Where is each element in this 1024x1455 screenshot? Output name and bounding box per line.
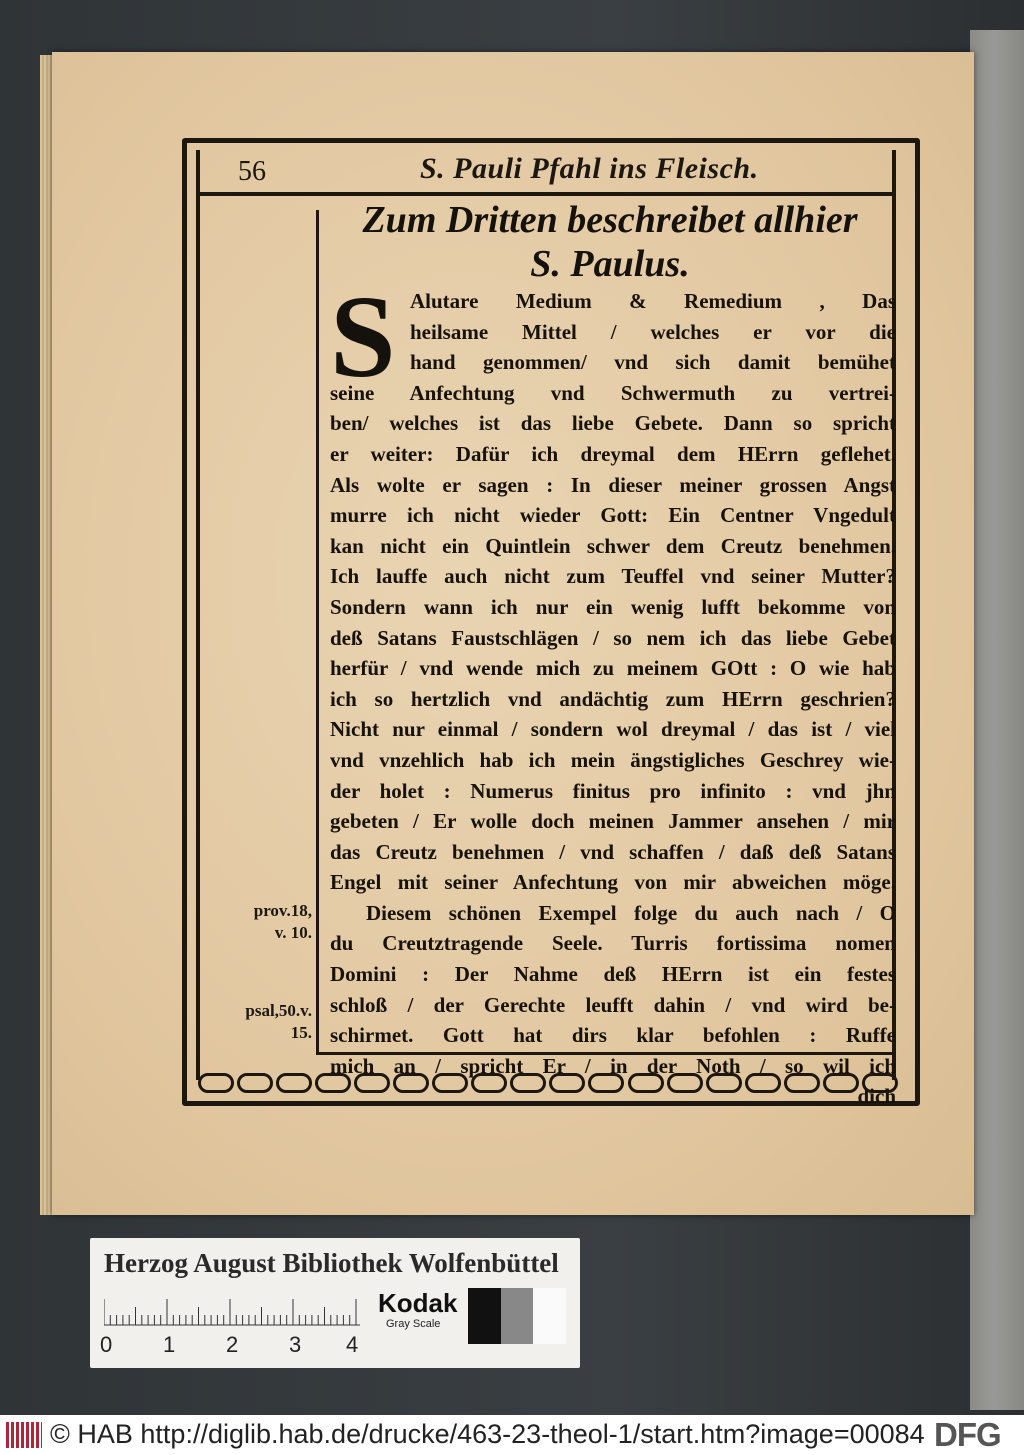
margin-note-psalm [218,1000,312,1044]
ornament [706,1073,742,1093]
ornament [315,1073,351,1093]
ornament [745,1073,781,1093]
text-line: Sondern wann ich nur ein wenig lufft bekomme von [330,594,896,619]
ruler-number: 2 [226,1332,239,1357]
ornament [354,1073,390,1093]
text-line: das Creutz benehmen / vnd schaffen / daß deß Satans [330,839,896,864]
text-line: der holet : Numerus finitus pro infinito : vnd jhn [330,778,896,803]
text-line: Diesem schönen Exempel folge du auch nach / O [366,900,896,925]
ornament [393,1073,429,1093]
hab-logo-icon [6,1422,42,1448]
ruler-number: 3 [289,1332,302,1357]
body-text [330,286,896,1112]
ornament [198,1073,234,1093]
kodak-subtitle: Gray Scale [386,1318,441,1330]
margin-note-line: 15. [290,1023,312,1042]
ornament [784,1073,820,1093]
ornament [549,1073,585,1093]
ornament [510,1073,546,1093]
ruler-number: 0 [100,1332,113,1357]
ruler-number: 4 [346,1332,359,1357]
text-line: murre ich nicht wieder Gott: Ein Centner Vngedult [330,503,896,528]
ornament [276,1073,312,1093]
text-line: ich so hertzlich vnd andächtig zum HErrn geschrien? [330,686,896,711]
drop-cap: S [330,271,396,402]
heading-line-2: S. Paulus. [530,243,690,285]
ornament [628,1073,664,1093]
header-rule [198,192,896,196]
text-line: deß Satans Faustschlägen / so nem ich das liebe Gebet [330,625,896,650]
text-line: Ich lauffe auch nicht zum Teuffel vnd seiner Mutter? [330,564,896,589]
text-line: mich an / spricht Er / in der Noth / so wil ich [330,1053,896,1078]
gray-scale-patches [468,1288,566,1344]
text-line: ben/ welches ist das liebe Gebete. Dann so spricht [330,411,896,436]
text-line: herfür / vnd wende mich zu meinem GOtt : O wie hab [330,656,896,681]
library-name: Herzog August Bibliothek Wolfenbüttel [104,1248,559,1278]
facing-page-edge [970,30,1024,1410]
running-head: S. Pauli Pfahl ins Fleisch. [420,152,759,185]
page-number: 56 [238,156,266,187]
ruler-number: 1 [163,1332,176,1357]
kodak-logo: Kodak [378,1288,458,1318]
text-line: er weiter: Dafür ich dreymal dem HErrn geflehet. [330,441,896,466]
ornament [862,1073,898,1093]
text-line: heilsame Mittel / welches er vor die [410,319,896,344]
ornament [823,1073,859,1093]
footer-source-url[interactable]: © HAB http://diglib.hab.de/drucke/463-23-theol-1/start.htm?image=00084 [50,1419,925,1449]
inner-border-left [196,150,200,1080]
margin-note-line: psal,50.v. [245,1001,312,1020]
text-line: Als wolte er sagen : In dieser meiner grossen Angst [330,472,896,497]
margin-note-line: v. 10. [274,923,312,942]
ornament [667,1073,703,1093]
ornament [432,1073,468,1093]
text-line: hand genommen/ vnd sich damit bemühet [410,350,896,375]
text-line: Alutare Medium & Remedium , Das [410,289,896,313]
text-line: schloß / der Gerechte leufft dahin / vnd wird be- [330,992,896,1017]
text-line: Nicht nur einmal / sondern wol dreymal / das ist / viel [330,717,896,742]
margin-note-proverbs [232,900,312,944]
text-line: du Creutztragende Seele. Turris fortissima nomen [330,931,896,956]
text-line: schirmet. Gott hat dirs klar befohlen : Ruffe [330,1023,896,1048]
ornament [588,1073,624,1093]
ornamental-border [198,1070,898,1096]
text-line: gebeten / Er wolle doch meinen Jammer ansehen / mir [330,809,896,834]
gray-patch [501,1288,534,1344]
ornament [471,1073,507,1093]
margin-note-line: prov.18, [253,901,312,920]
gray-patch [468,1288,501,1344]
text-line: Domini : Der Nahme deß HErrn ist ein festes [330,962,896,987]
heading-line-1: Zum Dritten beschreibet allhier [362,199,858,241]
catchword: dich [857,1084,896,1109]
dfg-logo: DFG [934,1416,1001,1453]
ruler-scale [104,1294,360,1326]
text-line: kan nicht ein Quintlein schwer dem Creutz benehmen. [330,533,896,558]
text-line: seine Anfechtung vnd Schwermuth zu vertrei- [330,380,896,405]
ornament [237,1073,273,1093]
gray-patch [533,1288,566,1344]
text-line: vnd vnzehlich hab ich mein ängstigliches Geschrey wie- [330,747,896,772]
text-line: Engel mit seiner Anfechtung von mir abweichen möge. [330,870,896,895]
section-heading [330,198,890,286]
